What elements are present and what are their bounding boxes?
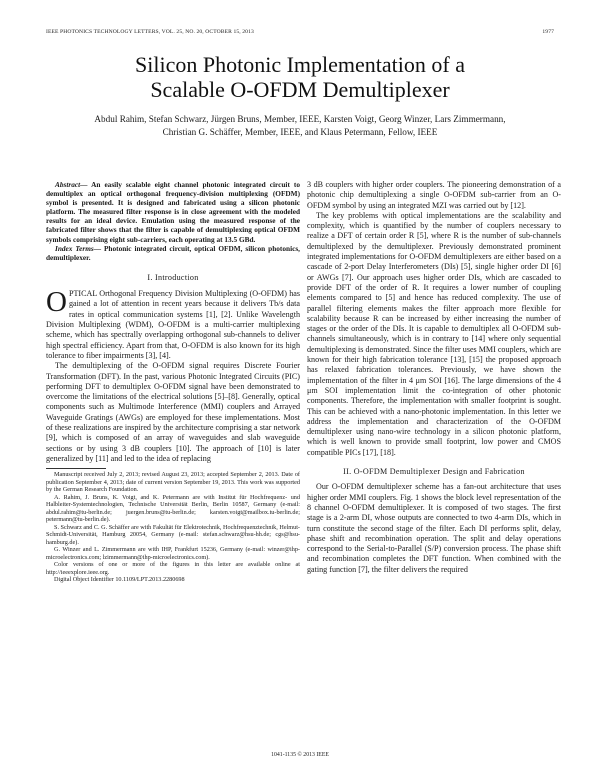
footnote-affiliation-ihp: G. Winzer and L. Zimmermann are with IHP, Frankfurt 15236, Germany (e-mail: winzer@ihp-microelectronics.com; lzimmermann@ihp-microelectronics.com).	[46, 546, 300, 561]
left-column	[46, 180, 300, 584]
intro-paragraph-2: The demultiplexing of the O-OFDM signal requires Discrete Fourier Transformation (DFT). In the past, various Photonic Integrated Circuits (PIC) performing DFT to demultiplex O-OFDM signal have been demonstrated to overcome the limitations of the electrical solutions [5]–[8]. Generally, optical components such as Multimode Interference (MMI) couplers and Arrayed Waveguide Gratings (AWGs) are employed for these implementations. Most of these realizations are inspired by the architecture comprising a star network [9], which is composed of an array of waveguides and slab waveguide sections or by using 3 dB couplers [10]. The approach of [10] is later generalized by [11] and led to the idea of replacing	[46, 361, 300, 463]
authors-line-2: Christian G. Schäffer, Member, IEEE, and Klaus Petermann, Fellow, IEEE	[162, 126, 438, 137]
index-terms-label: Index Terms	[55, 243, 94, 253]
abstract-label: Abstract	[55, 180, 81, 189]
drop-cap: O	[46, 286, 67, 319]
paper-title	[0, 52, 600, 102]
intro-paragraph-1	[46, 286, 300, 361]
abstract	[46, 180, 300, 244]
footnote-color-versions: Color versions of one or more of the figures in this letter are available online at http://ieeexplore.ieee.org.	[46, 561, 300, 576]
journal-header: IEEE PHOTONICS TECHNOLOGY LETTERS, VOL. 25, NO. 20, OCTOBER 15, 2013	[46, 29, 254, 35]
title-line-1: Silicon Photonic Implementation of a	[135, 52, 465, 77]
footnotes	[46, 471, 300, 584]
authors-line-1: Abdul Rahim, Stefan Schwarz, Jürgen Bruns, Member, IEEE, Karsten Voigt, Georg Winzer, Lars Zimmermann,	[94, 114, 506, 124]
right-paragraph-scalability: The key problems with optical implementations are the scalability and complexity, which is quantified by the number of couplers necessary to realize a DFT of certain order R [5], where R is the number of sub-channels demultiplexed by the demultiplexer. Previously demonstrated prominent integrated implementations for O-OFDM demultiplexers are either based on a cascade of 2-port Delay Interferometers (DIs) [5], single higher order DI [6] or AWGs [7]. Our approach uses higher order DIs, which are cascaded to provide DFT of the order of R. It requires a lower number of coupling elements compared to [5] and hence has reduced complexity. The use of parallel filtering elements makes the filter approach more flexible for scalability because R can be increased by either increasing the number of stages or the order of the DIs. It is capable to demultiplex all O-OFDM sub-channels simultaneously, which is in contrary to [14] where only sequential demultiplexing is demonstrated. Since the filter uses MMI couplers, which are known for their high fabrication tolerance [13], [15] the proposed approach has relaxed fabrication tolerances. Previously, we have shown the implementation of the filter in 4 μm SOI [16]. The large dimensions of the 4 μm SOI implementation limit the co-integration of other photonic components. Therefore, the implementation with smaller footprint is sought. This can be achieved with a nano-photonic implementation. In this letter we address the implementation and characterization of the O-OFDM demultiplexer using nano-wire technology in a silicon photonic platform, which is well known to provide small footprint, low power and CMOS compatible PICs [17], [18].	[307, 210, 561, 457]
copyright-footer: 1041-1135 © 2013 IEEE	[271, 752, 329, 758]
title-line-2: Scalable O-OFDM Demultiplexer	[150, 77, 450, 102]
running-header	[46, 29, 554, 39]
right-column	[307, 180, 561, 575]
footnote-doi: Digital Object Identifier 10.1109/LPT.2013.2280698	[54, 576, 185, 584]
intro-paragraph-1-text: PTICAL Orthogonal Frequency Division Multiplexing (O-OFDM) has gained a lot of attention in recent years because it delivers Tb/s data rates in optical communication systems [1], [2]. Unlike Wavelength Division Multiplexing (WDM), O-OFDM is a multi-carrier multiplexing scheme, which has spectrally overlapping orthogonal sub-channels to deliver high spectral efficiency. Apart from that, O-OFDM is also known for its high tolerance to fiber impairments [3], [4].	[46, 289, 300, 360]
index-terms	[46, 244, 300, 262]
page-number: 1977	[542, 29, 554, 35]
abstract-text: — An easily scalable eight channel photonic integrated circuit to demultiplex an optical orthogonal frequency-division multiplexing (OFDM) symbol is presented. It is designed and fabricated using a silicon photonic platform. The measured filter response is in close agreement with the modeled results for an ideal device. Emulation using the measured response of the fabricated filter shows that the filter is capable of demultiplexing optical OFDM symbols comprising eight sub-carriers, each operating at 13.5 GBd.	[46, 180, 300, 244]
footnote-manuscript: Manuscript received July 2, 2013; revised August 23, 2013; accepted September 2, 2013. Date of publication September 4, 2013; date of current version September 19, 2013. This work was supported by the German Research Foundation.	[46, 471, 300, 494]
author-list	[60, 113, 540, 138]
footnote-affiliation-hsu: S. Schwarz and C. G. Schäffer are with Fakultät für Elektrotechnik, Hochfrequenztechnik, Helmut-Schmidt-Universität, Hamburg 20054, Germany (e-mail: stefan.schwarz@hsu-hh.de; cgs@hsu-hamburg.de).	[46, 523, 300, 546]
right-paragraph-continued: 3 dB couplers with higher order couplers. The pioneering demonstration of a photonic chip demultiplexing a single O-OFDM sub-carrier from an O-OFDM symbol by using an integrated MZI was carried out by [12].	[307, 180, 561, 210]
index-terms-text: — Photonic integrated circuit, optical OFDM, silicon photonics, demultiplexer.	[46, 243, 300, 262]
section-heading-introduction: I. Introduction	[147, 272, 199, 282]
footnote-divider	[46, 468, 106, 469]
design-paragraph-1: Our O-OFDM demultiplexer scheme has a fan-out architecture that uses higher order MMI couplers. Fig. 1 shows the block level representation of the 8 channel O-OFDM demultiplexer. It is composed of two stages. The first stage is a 2-arm DI, whose outputs are connected to two 4-arm DIs, which in turn constitute the second stage of the filter. Each DI performs split, delay, phase shift and recombination operation. The split and delay operations correspond to the Serial-to-Parallel (S/P) conversion process. The phase shift and recombination completes the DFT function. When combined with the gating function [7], the filter delivers the required	[307, 482, 561, 574]
section-heading-design: II. O-OFDM Demultiplexer Design and Fabrication	[343, 467, 525, 477]
footnote-affiliation-tub: A. Rahim, J. Bruns, K. Voigt, and K. Petermann are with Institut für Hochfrequenz- und Halbleiter-Systemtechnologien, Technische Universität Berlin, Berlin 10587, Germany (e-mail: abdul.rahim@tu-berlin.de; juergen.bruns@tu-berlin.de; karsten.voigt@mailbox.tu-berlin.de; petermann@tu-berlin.de).	[46, 493, 300, 524]
